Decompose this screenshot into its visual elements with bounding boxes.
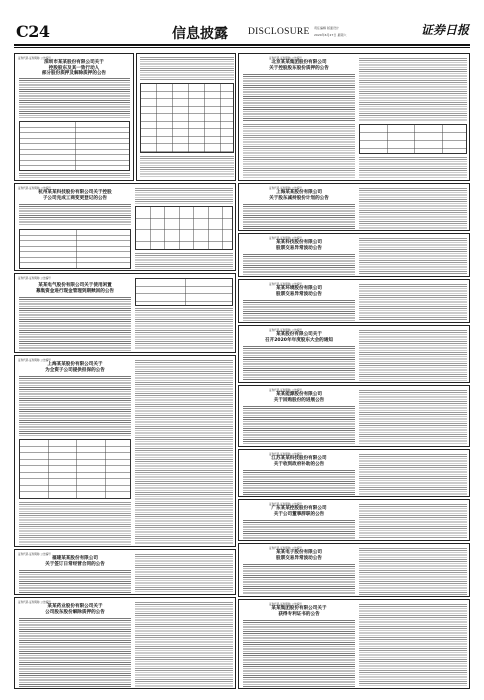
announcement-box [238, 599, 470, 689]
announcement-title: 上海某某股份有限公司关于 为全资子公司提供担保的公告 [45, 362, 105, 373]
announcement-meta: 证券代码 证券简称 公告编号 [18, 359, 51, 362]
announcement-box [238, 279, 470, 323]
announcement-title: 江苏某某科技股份有限公司 关于收到政府补助的公告 [271, 456, 327, 467]
announcement-meta: 证券代码 证券简称 公告编号 [269, 389, 302, 392]
announcement-box [14, 53, 134, 181]
announcement-box [14, 273, 236, 353]
announcement-title: 某某电气股份有限公司关于使用闲置 募集资金进行现金管理到期赎回的公告 [35, 283, 115, 294]
announcement-title: 福建某某股份有限公司 关于签订日常经营合同的公告 [45, 556, 105, 567]
announcement-title: 某某电子股份有限公司 股票交易异常波动公告 [276, 550, 322, 561]
announcement-title: 某某集团股份有限公司关于 获得专利证书的公告 [271, 606, 327, 617]
editor-info: 责任编辑 版面设计 [314, 26, 339, 30]
newspaper-logo: 证券日报 [421, 23, 470, 37]
announcement-meta: 证券代码 证券简称 公告编号 [18, 601, 51, 604]
header-rule-thin [14, 47, 470, 48]
announcement-title: 广东某某控股股份有限公司 关于公司董事辞职的公告 [271, 506, 327, 517]
announcement-meta: 证券代码 证券简称 公告编号 [269, 283, 302, 286]
announcement-meta: 证券代码 证券简称 公告编号 [269, 603, 302, 606]
announcement-box [238, 233, 470, 277]
page-number: C24 [16, 22, 50, 41]
announcement-box [238, 385, 470, 447]
announcement-title: 上海某某股份有限公司 关于股东减持股份计划的公告 [269, 190, 329, 201]
announcement-box [238, 183, 470, 231]
announcement-box [238, 325, 470, 383]
header-rule [14, 44, 470, 46]
announcement-meta: 证券代码 证券简称 公告编号 [269, 187, 302, 190]
date-info: 2020年6月27日 星期六 [314, 33, 347, 37]
announcement-meta: 证券代码 证券简称 公告编号 [269, 453, 302, 456]
announcement-title: 深圳市某某股份有限公司关于 控股股东及其一致行动人 部分股份质押及解除质押的公告 [41, 60, 107, 77]
announcement-meta: 证券代码 证券简称 公告编号 [269, 503, 302, 506]
announcement-title: 某某科技股份有限公司 股票交易异常波动公告 [276, 240, 322, 251]
announcement-meta: 证券代码 证券简称 公告编号 [18, 187, 51, 190]
announcement-box [238, 53, 470, 181]
announcement-title: 杭州某某科技股份有限公司关于控股 子公司完成工商变更登记的公告 [38, 190, 112, 201]
announcement-meta: 证券代码 证券简称 公告编号 [18, 57, 51, 60]
announcement-box [238, 543, 470, 597]
announcement-box [14, 597, 236, 689]
announcement-title: 某某股份有限公司关于 召开2020年年度股东大会的通知 [265, 332, 333, 343]
announcement-title: 某某环境股份有限公司 股票交易异常波动公告 [276, 286, 322, 297]
announcement-meta: 证券代码 证券简称 公告编号 [269, 57, 302, 60]
announcement-meta: 证券代码 证券简称 公告编号 [269, 237, 302, 240]
announcement-box [14, 549, 236, 595]
announcement-title: 北京某某集团股份有限公司 关于控股股东股份质押的公告 [269, 60, 329, 71]
announcement-meta: 证券代码 证券简称 公告编号 [18, 277, 51, 280]
announcement-box [238, 499, 470, 541]
announcement-box [136, 53, 236, 181]
announcement-box [14, 183, 236, 271]
announcement-title: 某某能源股份有限公司 关于回购股份的进展公告 [273, 392, 325, 403]
announcement-box [14, 355, 236, 547]
announcement-title: 某某药业股份有限公司关于 公司股东股份解除质押的公告 [45, 604, 105, 615]
announcement-meta: 证券代码 证券简称 公告编号 [269, 547, 302, 550]
announcement-box [238, 449, 470, 497]
announcement-meta: 证券代码 证券简称 公告编号 [269, 329, 302, 332]
section-title-english: DISCLOSURE [248, 27, 310, 37]
section-title: 信息披露 [172, 26, 228, 42]
announcement-meta: 证券代码 证券简称 公告编号 [18, 553, 51, 556]
